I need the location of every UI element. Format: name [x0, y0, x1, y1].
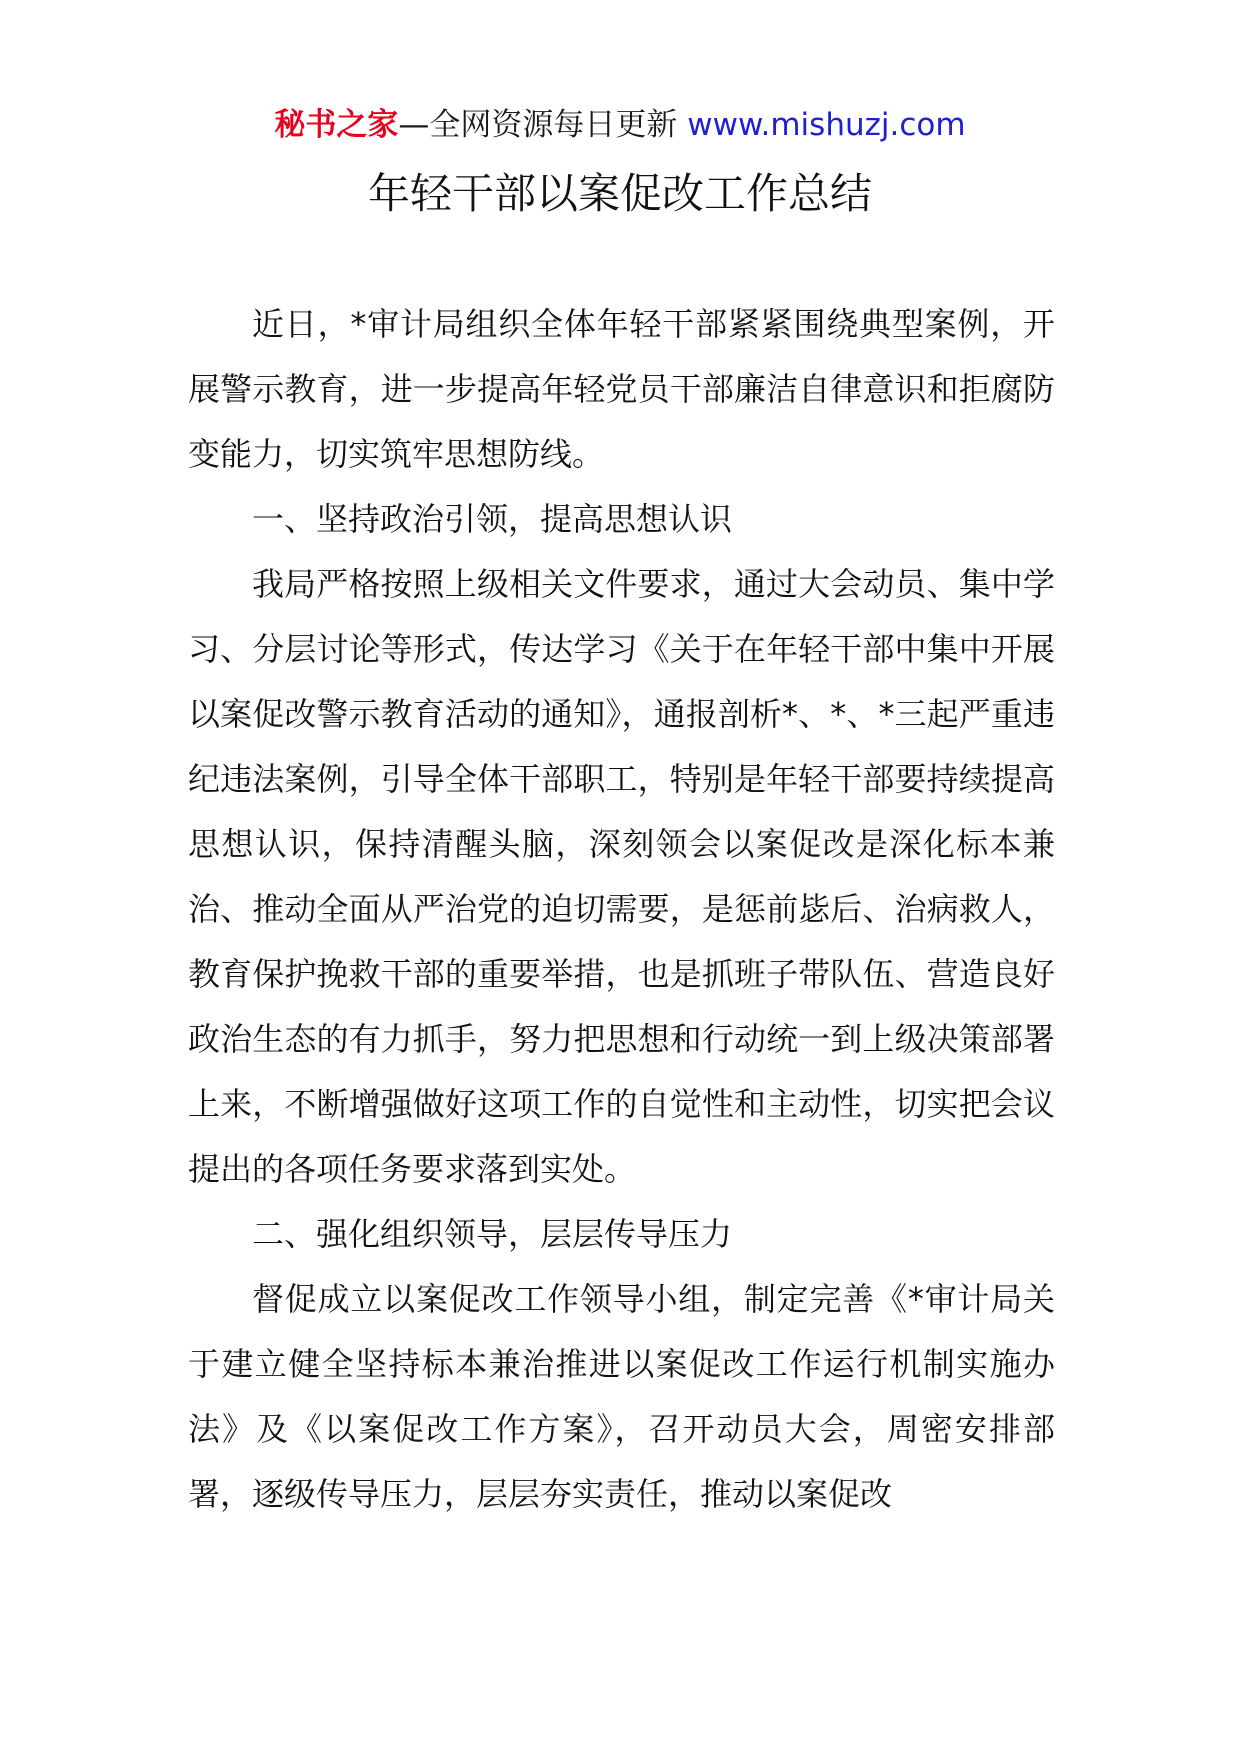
site-tagline: —全网资源每日更新 [398, 107, 688, 143]
site-url-link[interactable]: www.mishuzj.com [687, 107, 966, 143]
document-body [188, 292, 1055, 1527]
document-title: 年轻干部以案促改工作总结 [367, 169, 872, 218]
section-1-paragraph: 我局严格按照上级相关文件要求，通过大会动员、集中学习、分层讨论等形式，传达学习《关于在年轻干部中集中开展以案促改警示教育活动的通知》，通报剖析*、*、*三起严重违纪违法案例，引导全体干部职工，特别是年轻干部要持续提高思想认识，保持清醒头脑，深刻领会以案促改是深化标本兼治、推动全面从严治党的迫切需要，是惩前毖后、治病救人，教育保护挽救干部的重要举措，也是抓班子带队伍、营造良好政治生态的有力抓手，努力把思想和行动统一到上级决策部署上来，不断增强做好这项工作的自觉性和主动性，切实把会议提出的各项任务要求落到实处。 [188, 565, 1055, 1188]
site-header [0, 100, 1240, 150]
section-heading-1: 一、坚持政治引领，提高思想认识 [252, 500, 733, 538]
site-name[interactable]: 秘书之家 [274, 107, 399, 143]
intro-paragraph: 近日，*审计局组织全体年轻干部紧紧围绕典型案例，开展警示教育，进一步提高年轻党员干部廉洁自律意识和拒腐防变能力，切实筑牢思想防线。 [188, 305, 1055, 473]
section-heading-2: 二、强化组织领导，层层传导压力 [252, 1215, 733, 1253]
section-2-paragraph: 督促成立以案促改工作领导小组，制定完善《*审计局关于建立健全坚持标本兼治推进以案促改工作运行机制实施办法》及《以案促改工作方案》，召开动员大会，周密安排部署，逐级传导压力，层层夯实责任，推动以案促改 [188, 1280, 1055, 1513]
